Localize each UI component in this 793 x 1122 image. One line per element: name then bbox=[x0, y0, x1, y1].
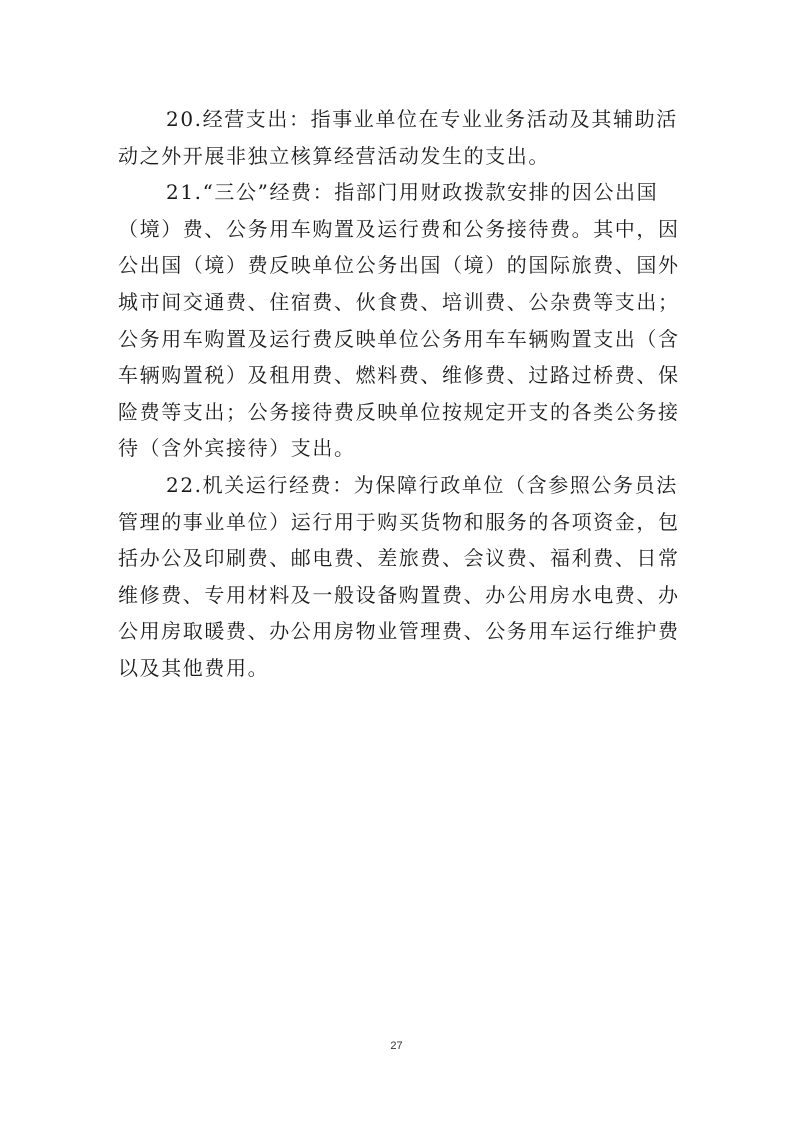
text-line: （境）费、公务用车购置及运行费和公务接待费。其中，因 bbox=[118, 216, 680, 241]
text-line: 21.“三公”经费：指部门用财政拨款安排的因公出国 bbox=[166, 180, 659, 205]
text-line: 公务用车购置及运行费反映单位公务用车车辆购置支出（含 bbox=[118, 326, 680, 351]
body-text bbox=[118, 101, 683, 687]
text-line: 车辆购置税）及租用费、燃料费、维修费、过路过桥费、保 bbox=[118, 363, 680, 388]
page-number: 27 bbox=[390, 1040, 403, 1052]
paragraph-22-agency-operating-funds bbox=[118, 467, 683, 687]
text-line: 公出国（境）费反映单位公务出国（境）的国际旅费、国外 bbox=[118, 253, 680, 278]
text-line: 以及其他费用。 bbox=[118, 655, 270, 680]
text-line: 管理的事业单位）运行用于购买货物和服务的各项资金，包 bbox=[118, 509, 680, 534]
text-line: 维修费、专用材料及一般设备购置费、办公用房水电费、办 bbox=[118, 582, 680, 607]
text-line: 动之外开展非独立核算经营活动发生的支出。 bbox=[118, 143, 550, 168]
text-line: 待（含外宾接待）支出。 bbox=[118, 436, 356, 461]
text-line: 城市间交通费、住宿费、伙食费、培训费、公杂费等支出； bbox=[118, 289, 680, 314]
text-line: 括办公及印刷费、邮电费、差旅费、会议费、福利费、日常 bbox=[118, 546, 680, 571]
text-line: 险费等支出；公务接待费反映单位按规定开支的各类公务接 bbox=[118, 399, 680, 424]
text-line: 20.经营支出：指事业单位在专业业务活动及其辅助活 bbox=[166, 107, 678, 131]
text-line: 22.机关运行经费：为保障行政单位（含参照公务员法 bbox=[166, 472, 678, 497]
text-line: 公用房取暖费、办公用房物业管理费、公务用车运行维护费 bbox=[118, 619, 680, 644]
paragraph-20-operating-expenditure bbox=[118, 101, 683, 174]
paragraph-21-three-public-expenses bbox=[118, 174, 683, 467]
